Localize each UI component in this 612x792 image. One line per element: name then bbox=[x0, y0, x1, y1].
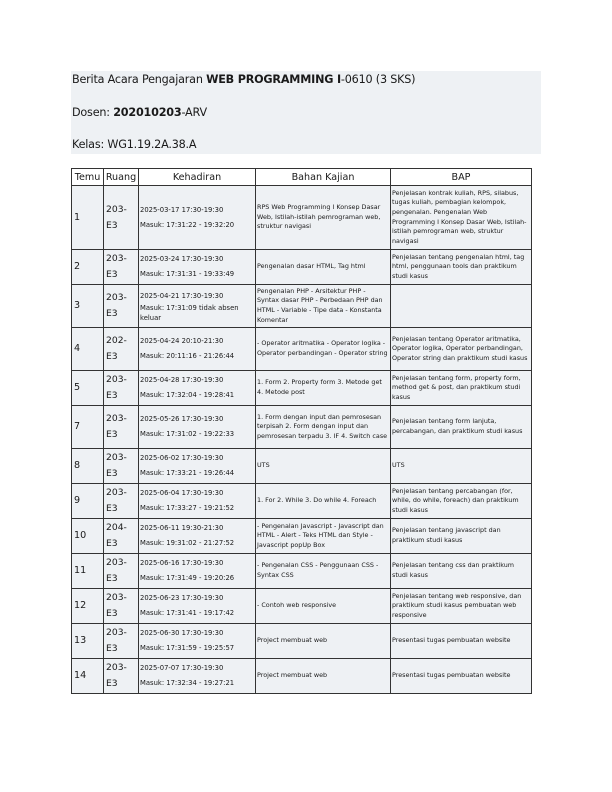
cell-ruang: 203-E3 bbox=[104, 484, 139, 519]
check-in-time: Masuk: 17:31:09 tidak absen keluar bbox=[140, 304, 239, 322]
session-datetime: 2025-05-26 17:30-19:30 bbox=[140, 415, 224, 423]
table-row bbox=[72, 484, 532, 519]
check-in-time: Masuk: 17:31:41 - 19:17:42 bbox=[140, 609, 235, 617]
cell-bahan-kajian: Pengenalan PHP - Arsitektur PHP - Syntax dasar PHP - Perbedaan PHP dan HTML - Variable - Tipe data - Konstanta Komentar bbox=[256, 285, 391, 328]
cell-temu: 8 bbox=[72, 449, 104, 484]
cell-temu: 7 bbox=[72, 406, 104, 449]
cell-ruang: 203-E3 bbox=[104, 624, 139, 659]
cell-bap: Presentasi tugas pembuatan website bbox=[391, 624, 532, 659]
cell-bahan-kajian: - Contoh web responsive bbox=[256, 589, 391, 624]
cell-ruang: 203-E3 bbox=[104, 589, 139, 624]
check-in-time: Masuk: 19:31:02 - 21:27:52 bbox=[140, 539, 235, 547]
cell-bahan-kajian: 1. For 2. While 3. Do while 4. Foreach bbox=[256, 484, 391, 519]
check-in-time: Masuk: 17:31:22 - 19:32:20 bbox=[140, 220, 235, 229]
cell-temu: 9 bbox=[72, 484, 104, 519]
cell-ruang: 203-E3 bbox=[104, 449, 139, 484]
header-bahan-kajian: Bahan Kajian bbox=[256, 169, 391, 186]
document-header bbox=[71, 71, 541, 154]
cell-kehadiran bbox=[139, 406, 256, 449]
lecturer-code: -ARV bbox=[181, 106, 207, 119]
cell-kehadiran bbox=[139, 554, 256, 589]
session-datetime: 2025-06-11 19:30-21:30 bbox=[140, 524, 224, 532]
cell-kehadiran bbox=[139, 186, 256, 250]
table-row bbox=[72, 554, 532, 589]
table-header-row bbox=[72, 169, 532, 186]
cell-bap: Penjelasan tentang Operator aritmatika, Operator logika, Operator perbandingan, Operator string dan praktikum studi kasus bbox=[391, 328, 532, 371]
session-datetime: 2025-03-24 17:30-19:30 bbox=[140, 255, 224, 263]
check-in-time: Masuk: 17:31:31 - 19:33:49 bbox=[140, 270, 235, 278]
cell-bahan-kajian: Pengenalan dasar HTML, Tag html bbox=[256, 250, 391, 285]
cell-bap bbox=[391, 285, 532, 328]
header-temu: Temu bbox=[72, 169, 104, 186]
attendance-table bbox=[71, 168, 532, 694]
cell-bap: Penjelasan kontrak kuliah, RPS, silabus, tugas kuliah, pembagian kelompok, pengenalan. Pengenalan Web Programming I Konsep Dasar Web, Istilah-istilah pemrograman web, struktur navigasi bbox=[391, 186, 532, 250]
cell-kehadiran bbox=[139, 589, 256, 624]
check-in-time: Masuk: 17:31:49 - 19:20:26 bbox=[140, 574, 235, 582]
cell-bahan-kajian: - Pengenalan Javascript - Javascript dan HTML - Alert - Teks HTML dan Style - Javascript popUp Box bbox=[256, 519, 391, 554]
cell-kehadiran bbox=[139, 624, 256, 659]
cell-bap: Penjelasan tentang form lanjuta, percabangan, dan praktikum studi kasus bbox=[391, 406, 532, 449]
check-in-time: Masuk: 17:31:02 - 19:22:33 bbox=[140, 430, 235, 438]
cell-bap: Penjelasan tentang form, property form, method get & post, dan praktikum studi kasus bbox=[391, 371, 532, 406]
check-in-time: Masuk: 17:31:59 - 19:25:57 bbox=[140, 644, 235, 652]
table-row bbox=[72, 659, 532, 694]
cell-bahan-kajian: RPS Web Programming I Konsep Dasar Web, Istilah-istilah pemrograman web, struktur navigasi bbox=[256, 186, 391, 250]
table-row bbox=[72, 519, 532, 554]
session-datetime: 2025-04-21 17:30-19:30 bbox=[140, 292, 224, 300]
lecturer-label: Dosen: bbox=[72, 106, 114, 119]
cell-kehadiran bbox=[139, 250, 256, 285]
cell-kehadiran bbox=[139, 285, 256, 328]
cell-temu: 2 bbox=[72, 250, 104, 285]
cell-bap: Penjelasan tentang css dan praktikum studi kasus bbox=[391, 554, 532, 589]
check-in-time: Masuk: 20:11:16 - 21:26:44 bbox=[140, 352, 235, 360]
cell-ruang: 203-E3 bbox=[104, 250, 139, 285]
cell-temu: 4 bbox=[72, 328, 104, 371]
table-row bbox=[72, 449, 532, 484]
class-line: Kelas: WG1.19.2A.38.A bbox=[72, 138, 197, 151]
cell-temu: 3 bbox=[72, 285, 104, 328]
course-title bbox=[72, 73, 415, 86]
cell-bahan-kajian: 1. Form 2. Property form 3. Metode get 4. Metode post bbox=[256, 371, 391, 406]
cell-bap: Penjelasan tentang percabangan (for, while, do while, foreach) dan praktikum studi kasus bbox=[391, 484, 532, 519]
cell-ruang: 203-E3 bbox=[104, 406, 139, 449]
course-title-prefix: Berita Acara Pengajaran bbox=[72, 73, 207, 86]
cell-bap: Presentasi tugas pembuatan website bbox=[391, 659, 532, 694]
cell-kehadiran bbox=[139, 659, 256, 694]
cell-bahan-kajian: UTS bbox=[256, 449, 391, 484]
check-in-time: Masuk: 17:33:21 - 19:26:44 bbox=[140, 469, 235, 477]
cell-temu: 10 bbox=[72, 519, 104, 554]
table-row bbox=[72, 371, 532, 406]
check-in-time: Masuk: 17:32:34 - 19:27:21 bbox=[140, 679, 235, 687]
cell-bap: Penjelasan tentang web responsive, dan praktikum studi kasus pembuatan web responsive bbox=[391, 589, 532, 624]
cell-bap: Penjelasan tentang javascript dan praktikum studi kasus bbox=[391, 519, 532, 554]
session-datetime: 2025-04-28 17:30-19:30 bbox=[140, 376, 224, 384]
session-datetime: 2025-06-04 17:30-19:30 bbox=[140, 489, 224, 497]
cell-bahan-kajian: - Operator aritmatika - Operator logika - Operator perbandingan - Operator string bbox=[256, 328, 391, 371]
header-bap: BAP bbox=[391, 169, 532, 186]
cell-ruang: 202-E3 bbox=[104, 328, 139, 371]
cell-bap: UTS bbox=[391, 449, 532, 484]
check-in-time: Masuk: 17:32:04 - 19:28:41 bbox=[140, 391, 235, 399]
header-ruang: Ruang bbox=[104, 169, 139, 186]
cell-temu: 12 bbox=[72, 589, 104, 624]
cell-kehadiran bbox=[139, 519, 256, 554]
session-datetime: 2025-06-02 17:30-19:30 bbox=[140, 454, 224, 462]
session-datetime: 2025-03-17 17:30-19:30 bbox=[140, 205, 224, 214]
table-row bbox=[72, 328, 532, 371]
cell-kehadiran bbox=[139, 449, 256, 484]
course-name: WEB PROGRAMMING I bbox=[206, 73, 341, 86]
table-row bbox=[72, 624, 532, 659]
cell-ruang: 203-E3 bbox=[104, 371, 139, 406]
cell-ruang: 203-E3 bbox=[104, 186, 139, 250]
cell-bahan-kajian: 1. Form dengan input dan pemrosesan terpisah 2. Form dengan input dan pemrosesan terpadu 3. IF 4. Switch case bbox=[256, 406, 391, 449]
cell-bahan-kajian: Project membuat web bbox=[256, 624, 391, 659]
table-row bbox=[72, 285, 532, 328]
cell-kehadiran bbox=[139, 484, 256, 519]
lecturer-id: 202010203 bbox=[113, 106, 182, 119]
cell-temu: 13 bbox=[72, 624, 104, 659]
session-datetime: 2025-04-24 20:10-21:30 bbox=[140, 337, 224, 345]
session-datetime: 2025-06-30 17:30-19:30 bbox=[140, 629, 224, 637]
table-row bbox=[72, 186, 532, 250]
cell-ruang: 203-E3 bbox=[104, 659, 139, 694]
table-row bbox=[72, 250, 532, 285]
check-in-time: Masuk: 17:33:27 - 19:21:52 bbox=[140, 504, 235, 512]
course-code: -0610 (3 SKS) bbox=[340, 73, 416, 86]
session-datetime: 2025-06-23 17:30-19:30 bbox=[140, 594, 224, 602]
cell-ruang: 203-E3 bbox=[104, 285, 139, 328]
cell-temu: 14 bbox=[72, 659, 104, 694]
header-kehadiran: Kehadiran bbox=[139, 169, 256, 186]
cell-temu: 1 bbox=[72, 186, 104, 250]
cell-kehadiran bbox=[139, 371, 256, 406]
table-row bbox=[72, 406, 532, 449]
cell-ruang: 204-E3 bbox=[104, 519, 139, 554]
cell-bap: Penjelasan tentang pengenalan html, tag html, penggunaan tools dan praktikum studi kasus bbox=[391, 250, 532, 285]
table-row bbox=[72, 589, 532, 624]
session-datetime: 2025-06-16 17:30-19:30 bbox=[140, 559, 224, 567]
session-datetime: 2025-07-07 17:30-19:30 bbox=[140, 664, 224, 672]
cell-bahan-kajian: Project membuat web bbox=[256, 659, 391, 694]
cell-kehadiran bbox=[139, 328, 256, 371]
cell-bahan-kajian: - Pengenalan CSS - Penggunaan CSS - Syntax CSS bbox=[256, 554, 391, 589]
cell-temu: 11 bbox=[72, 554, 104, 589]
cell-ruang: 203-E3 bbox=[104, 554, 139, 589]
lecturer-line bbox=[72, 106, 207, 119]
cell-temu: 5 bbox=[72, 371, 104, 406]
